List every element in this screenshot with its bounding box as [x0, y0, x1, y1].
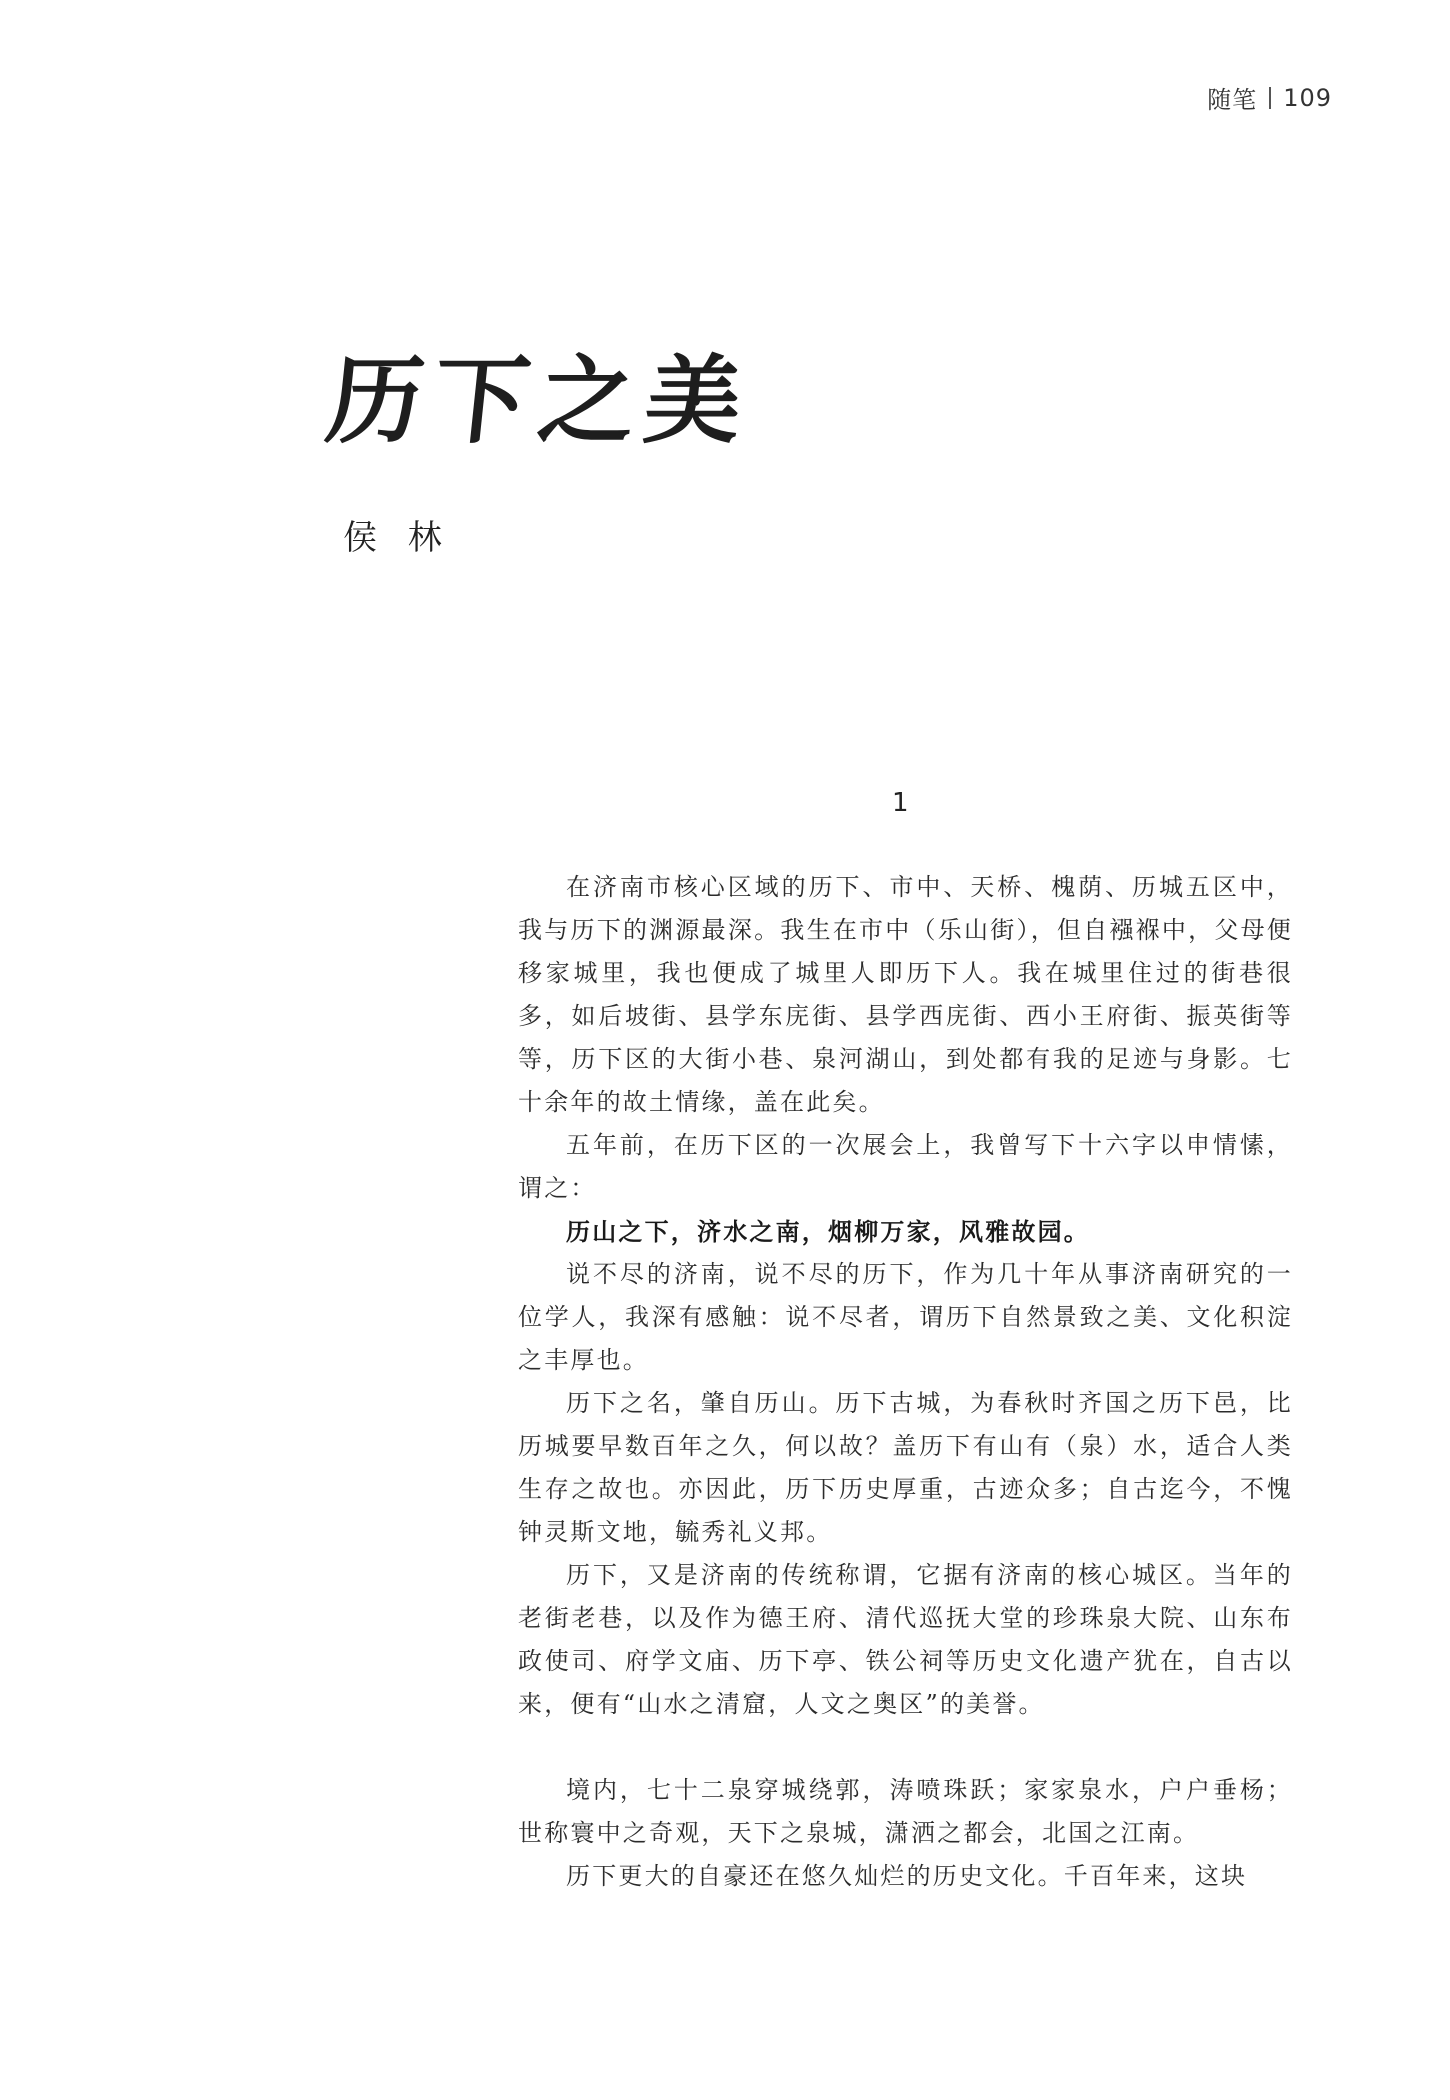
paragraph: 在济南市核心区域的历下、市中、天桥、槐荫、历城五区中，我与历下的渊源最深。我生在市中（乐山街），但自襁褓中，父母便移家城里，我也便成了城里人即历下人。我在城里住过的街巷很多，如后坡街、县学东庑街、县学西庑街、西小王府街、振英街等等，历下区的大街小巷、泉河湖山，到处都有我的足迹与身影。七十余年的故土情缘，盖在此矣。 [518, 873, 1293, 1116]
article-body [518, 866, 1293, 1898]
paragraph: 历下更大的自豪还在悠久灿烂的历史文化。千百年来，这块 [566, 1862, 1248, 1890]
paragraph: 说不尽的济南，说不尽的历下，作为几十年从事济南研究的一位学人，我深有感触：说不尽者，谓历下自然景致之美、文化积淀之丰厚也。 [518, 1260, 1293, 1374]
paragraph: 历下，又是济南的传统称谓，它据有济南的核心城区。当年的老街老巷，以及作为德王府、清代巡抚大堂的珍珠泉大院、山东布政使司、府学文庙、历下亭、铁公祠等历史文化遗产犹在，自古以来，便有“山水之清窟，人文之奥区”的美誉。 [518, 1561, 1293, 1718]
article-title: 历下之美 [321, 344, 758, 457]
paragraph: 境内，七十二泉穿城绕郭，涛喷珠跃；家家泉水，户户垂杨；世称寰中之奇观，天下之泉城，潇洒之都会，北国之江南。 [518, 1776, 1293, 1847]
verse-line: 历山之下，济水之南，烟柳万家，风雅故园。 [566, 1217, 1090, 1246]
page-number: 109 [1283, 83, 1332, 112]
article-author: 侯 林 [343, 518, 452, 558]
running-head [1207, 80, 1332, 115]
paragraph: 历下之名，肇自历山。历下古城，为春秋时齐国之历下邑，比历城要早数百年之久，何以故？盖历下有山有（泉）水，适合人类生存之故也。亦因此，历下历史厚重，古迹众多；自古迄今，不愧钟灵斯文地，毓秀礼义邦。 [518, 1389, 1293, 1546]
section-number: 1 [892, 788, 909, 818]
paragraph-gap [518, 1726, 1293, 1769]
running-head-divider [1269, 87, 1271, 109]
paragraph: 五年前，在历下区的一次展会上，我曾写下十六字以申情愫，谓之： [518, 1131, 1293, 1202]
running-head-section: 随笔 [1207, 86, 1258, 114]
